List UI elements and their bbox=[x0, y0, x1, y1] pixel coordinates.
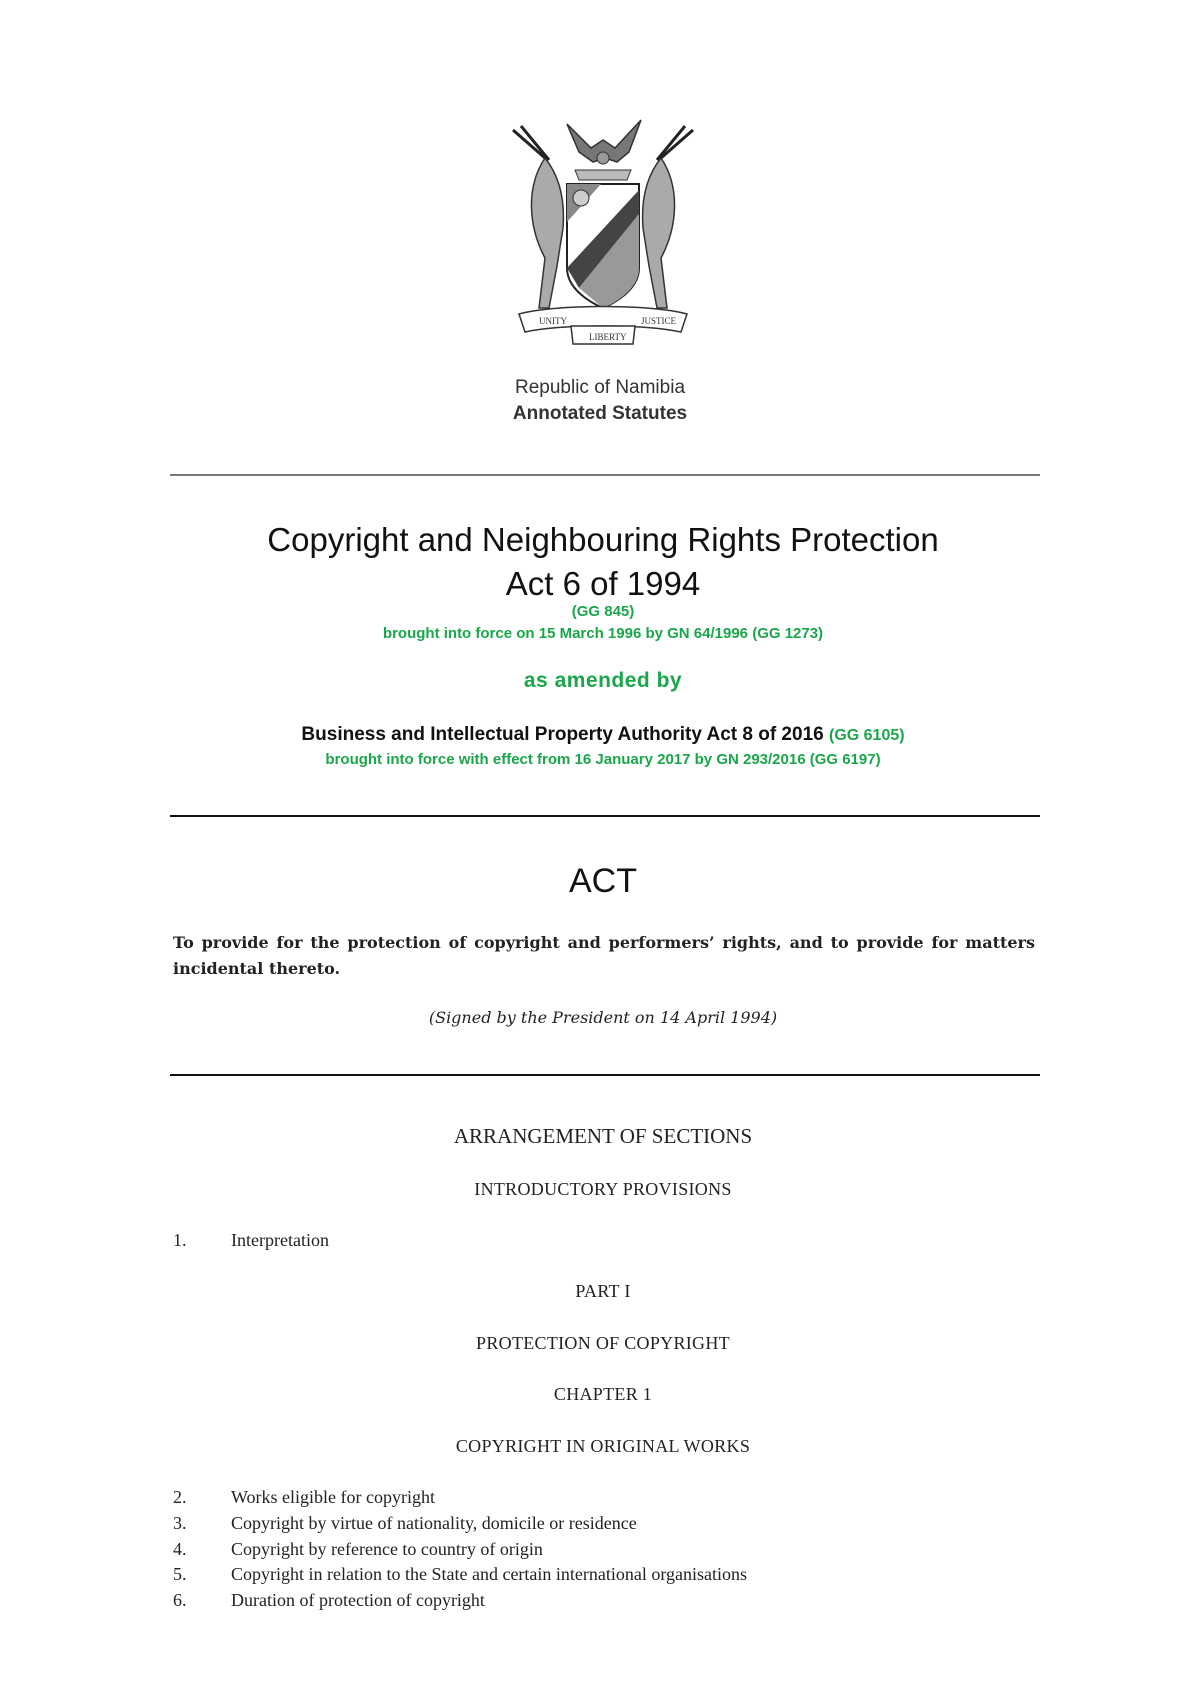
section-entry bbox=[173, 1539, 543, 1560]
part-heading: PART I bbox=[575, 1281, 631, 1301]
section-title: Works eligible for copyright bbox=[231, 1487, 436, 1507]
amendment-commencement-note: brought into force with effect from 16 January 2017 by GN 293/2016 (GG 6197) bbox=[325, 751, 881, 768]
divider-bottom bbox=[170, 1074, 1040, 1076]
long-title: To provide for the protection of copyright and performers’ rights, and to provide for matters incidental thereto. bbox=[173, 933, 1035, 978]
gazette-reference: (GG 845) bbox=[571, 603, 635, 620]
section-number: 5. bbox=[173, 1564, 187, 1584]
section-number: 2. bbox=[173, 1487, 187, 1507]
section-entry bbox=[173, 1230, 329, 1251]
divider-middle bbox=[170, 815, 1040, 817]
chapter-heading: CHAPTER 1 bbox=[553, 1384, 653, 1404]
act-title bbox=[0, 518, 1200, 606]
chapter-title: COPYRIGHT IN ORIGINAL WORKS bbox=[455, 1436, 751, 1456]
coat-of-arms bbox=[505, 118, 701, 350]
section-entry bbox=[173, 1564, 747, 1585]
section-number: 4. bbox=[173, 1539, 187, 1559]
section-title: Interpretation bbox=[231, 1230, 329, 1250]
amended-by-label: as amended by bbox=[523, 669, 683, 692]
part-title: PROTECTION OF COPYRIGHT bbox=[476, 1333, 730, 1353]
act-title-line2: Act 6 of 1994 bbox=[505, 565, 701, 602]
svg-text:JUSTICE: JUSTICE bbox=[641, 316, 677, 326]
svg-text:UNITY: UNITY bbox=[539, 316, 567, 326]
introductory-provisions-heading: INTRODUCTORY PROVISIONS bbox=[474, 1179, 732, 1199]
amending-act-gazette: (GG 6105) bbox=[828, 727, 905, 744]
section-title: Copyright in relation to the State and certain international organisations bbox=[231, 1564, 748, 1584]
act-title-line1: Copyright and Neighbouring Rights Protection bbox=[267, 521, 939, 558]
divider-top bbox=[170, 474, 1040, 476]
section-title: Duration of protection of copyright bbox=[231, 1590, 485, 1610]
section-number: 1. bbox=[173, 1230, 187, 1250]
section-entry bbox=[173, 1487, 435, 1508]
annotated-statutes-heading: Annotated Statutes bbox=[512, 403, 688, 424]
commencement-note: brought into force on 15 March 1996 by GN 64/1996 (GG 1273) bbox=[382, 625, 824, 642]
amending-act-title: Business and Intellectual Property Authority Act 8 of 2016 bbox=[301, 724, 824, 745]
republic-heading: Republic of Namibia bbox=[514, 377, 686, 398]
section-number: 6. bbox=[173, 1590, 187, 1610]
section-number: 3. bbox=[173, 1513, 187, 1533]
section-title: Copyright by reference to country of origin bbox=[231, 1539, 543, 1559]
section-entry bbox=[173, 1513, 637, 1534]
amending-act bbox=[0, 724, 1200, 746]
arrangement-heading: ARRANGEMENT OF SECTIONS bbox=[453, 1124, 753, 1148]
act-heading: ACT bbox=[569, 862, 637, 900]
section-title: Copyright by virtue of nationality, domicile or residence bbox=[231, 1513, 637, 1533]
signed-note: (Signed by the President on 14 April 1994) bbox=[428, 1008, 778, 1027]
section-entry bbox=[173, 1590, 485, 1611]
svg-text:LIBERTY: LIBERTY bbox=[589, 332, 627, 342]
